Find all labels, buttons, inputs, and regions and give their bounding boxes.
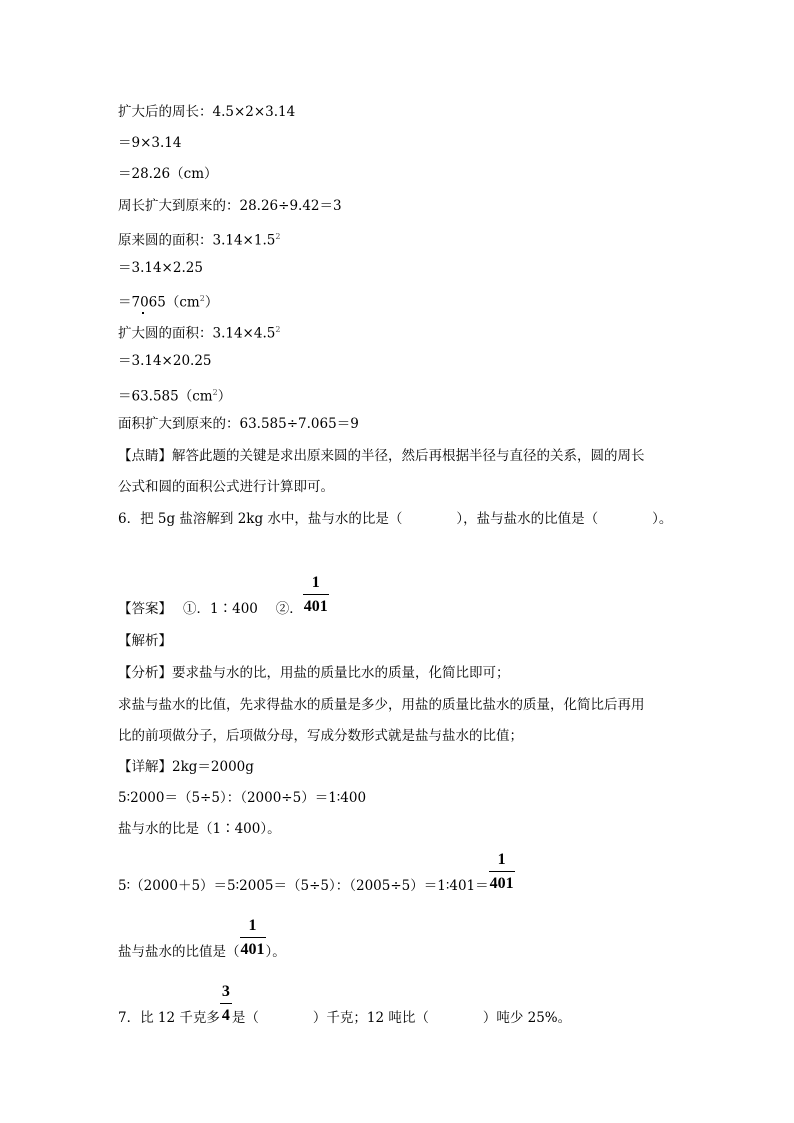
denominator: 4 xyxy=(221,1007,230,1024)
superscript: 2 xyxy=(212,388,218,397)
text-line: 比的前项做分子，后项做分母，写成分数形式就是盐与盐水的比值； xyxy=(118,728,523,744)
text-line: 求盐与盐水的比值，先求得盐水的质量是多少，用盐的质量比盐水的质量，化简比后再用 xyxy=(118,697,645,713)
text: 是（ ）千克；12 吨比（ ）吨少 25%。 xyxy=(231,1010,572,1026)
denominator: 401 xyxy=(303,598,328,615)
text-line xyxy=(118,851,515,895)
text-line xyxy=(118,384,231,406)
text-line xyxy=(118,290,218,312)
decimal-dot xyxy=(142,312,144,314)
text-line: ＝3.14×20.25 xyxy=(118,353,212,369)
superscript: 2 xyxy=(275,232,281,241)
jiexi-heading: 【解析】 xyxy=(118,633,172,649)
numerator: 1 xyxy=(240,915,266,938)
superscript: 2 xyxy=(199,294,205,303)
numerator: 3 xyxy=(220,981,232,1004)
text: ＝63.585（cm xyxy=(118,388,213,405)
xiangjie: 【详解】2kg＝2000g xyxy=(118,759,254,775)
denominator: 401 xyxy=(489,875,514,892)
text-line: 面积扩大到原来的：63.585÷7.065＝9 xyxy=(118,416,359,432)
text: 扩大圆的面积：3.14×4.5 xyxy=(118,325,276,342)
question-7 xyxy=(118,983,572,1027)
text: 原来圆的面积：3.14×1.5 xyxy=(118,232,276,249)
answer-label: 【答案】 ①．1∶400 ②． xyxy=(118,601,303,617)
superscript: 2 xyxy=(275,325,281,334)
fraction xyxy=(240,917,266,961)
text-line xyxy=(118,321,280,343)
fenxi: 【分析】要求盐与水的比，用盐的质量比水的质量，化简比即可； xyxy=(118,665,510,681)
text-line: 公式和圆的面积公式进行计算即可。 xyxy=(118,479,334,495)
text-line: ＝3.14×2.25 xyxy=(118,260,203,276)
denominator: 401 xyxy=(240,941,265,958)
question-6: 6．把 5g 盐溶解到 2kg 水中，盐与水的比是（ ），盐与盐水的比值是（ ）。 xyxy=(118,511,673,527)
text: ） xyxy=(217,388,232,405)
text-line: 盐与水的比是（1∶400）。 xyxy=(118,821,281,837)
text: ＝7065（cm xyxy=(118,294,200,311)
text-line xyxy=(118,917,286,961)
numerator: 1 xyxy=(489,849,515,872)
text-line: ＝28.26（cm） xyxy=(118,166,218,182)
text-line xyxy=(118,228,280,250)
dianjing: 【点睛】解答此题的关键是求出原来圆的半径，然后再根据半径与直径的关系，圆的周长 xyxy=(118,448,645,464)
text: 7．比 12 千克多 xyxy=(118,1010,220,1026)
text-line: 扩大后的周长：4.5×2×3.14 xyxy=(118,104,296,120)
fraction xyxy=(303,574,329,618)
text: 5∶（2000＋5）＝5∶2005＝（5÷5）：（2005÷5）＝1∶401＝ xyxy=(118,878,489,894)
numerator: 1 xyxy=(303,572,329,595)
text: ）。 xyxy=(265,944,286,960)
text: 盐与盐水的比值是（ xyxy=(118,944,240,960)
text-line: ＝9×3.14 xyxy=(118,135,182,151)
fraction xyxy=(220,983,232,1027)
fraction xyxy=(489,851,515,895)
text: ） xyxy=(204,294,219,311)
text-line: 5∶2000＝（5÷5）：（2000÷5）＝1∶400 xyxy=(118,790,367,806)
text-line: 周长扩大到原来的：28.26÷9.42＝3 xyxy=(118,198,342,214)
answer-line xyxy=(118,574,329,618)
